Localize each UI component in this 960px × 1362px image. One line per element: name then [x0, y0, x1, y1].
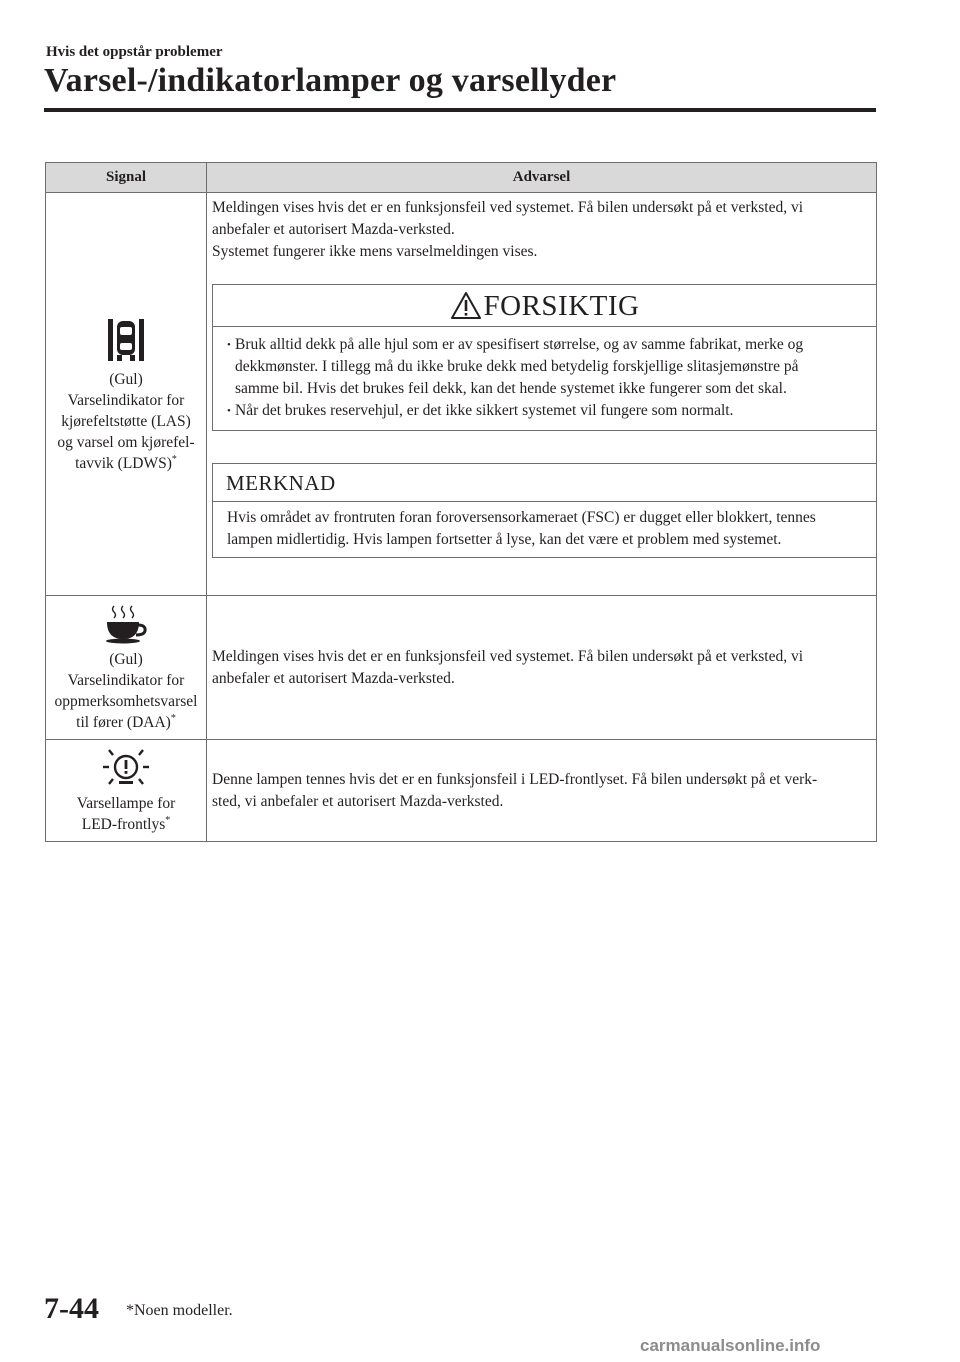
- column-header-signal: Signal: [46, 163, 207, 193]
- warning-cell: [207, 740, 877, 842]
- footnote: *Noen modeller.: [126, 1302, 233, 1319]
- caution-title: FORSIKTIG: [483, 289, 640, 322]
- caution-body: [213, 327, 876, 430]
- signal-label: oppmerksomhetsvarsel: [54, 692, 198, 710]
- signal-label: kjørefeltstøtte (LAS): [61, 412, 191, 430]
- signal-label: Varselindikator for: [67, 391, 185, 409]
- warning-text: Denne lampen tennes hvis det er en funksjonsfeil i LED-frontlyset. Få bilen undersøkt på et verk-: [212, 771, 818, 788]
- warning-cell: [207, 596, 877, 740]
- signal-cell: [46, 596, 207, 740]
- caution-box: [212, 284, 877, 431]
- led-headlight-warning-icon: [101, 747, 151, 789]
- warning-text: anbefaler et autorisert Mazda-verksted.: [212, 221, 455, 238]
- coffee-cup-icon: [103, 603, 149, 645]
- table-header-row: [46, 163, 877, 193]
- signal-label: Varsellampe for: [76, 794, 176, 812]
- warning-text: Meldingen vises hvis det er en funksjonsfeil ved systemet. Få bilen undersøkt på et verksted, vi: [212, 648, 804, 665]
- note-header: [213, 464, 876, 502]
- footnote-asterisk: *: [171, 453, 177, 465]
- lane-assist-icon: [106, 315, 146, 365]
- warning-text: sted, vi anbefaler et autorisert Mazda-verksted.: [212, 793, 504, 810]
- note-title: MERKNAD: [226, 470, 336, 495]
- warning-triangle-icon: [450, 291, 482, 320]
- caution-item: • Når det brukes reservehjul, er det ikke sikkert systemet vil fungere som normalt.: [227, 400, 868, 422]
- page-title: Varsel-/indikatorlamper og varsellyder: [44, 62, 617, 99]
- note-text: Hvis området av frontruten foran foroversensorkameraet (FSC) er dugget eller blokkert, tennes: [227, 509, 816, 526]
- section-label: Hvis det oppstår problemer: [46, 44, 223, 60]
- signal-label: til fører (DAA)*: [76, 712, 176, 731]
- note-body: [213, 502, 876, 557]
- signal-label: (Gul): [109, 370, 143, 388]
- signal-label: (Gul): [109, 650, 143, 668]
- note-box: [212, 463, 877, 558]
- signal-label: og varsel om kjørefel-: [57, 433, 195, 451]
- table-row: [46, 193, 877, 596]
- signal-label: Varselindikator for: [67, 671, 185, 689]
- warning-text: Systemet fungerer ikke mens varselmeldingen vises.: [212, 243, 538, 260]
- warning-text: Meldingen vises hvis det er en funksjonsfeil ved systemet. Få bilen undersøkt på et verksted, vi: [212, 199, 804, 216]
- table-row: [46, 740, 877, 842]
- watermark: carmanualsonline.info: [640, 1336, 821, 1355]
- warning-text: anbefaler et autorisert Mazda-verksted.: [212, 670, 455, 687]
- caution-item: • Bruk alltid dekk på alle hjul som er av spesifisert størrelse, og av samme fabrikat, merke og dekkmønster. I tillegg må du ikke bruke dekk med betydelig forskjellige slitasjemønstre på samme bil. Hvis det brukes feil dekk, kan det hende systemet ikke fungerer som det skal.: [227, 334, 868, 400]
- footnote-asterisk: *: [170, 712, 176, 724]
- caution-header: [213, 285, 876, 327]
- page-number: 7-44: [44, 1292, 99, 1325]
- signal-cell: [46, 193, 207, 596]
- title-rule: [44, 108, 876, 112]
- column-header-warning: Advarsel: [207, 163, 877, 193]
- note-text: lampen midlertidig. Hvis lampen fortsetter å lyse, kan det være et problem med systemet.: [227, 531, 782, 548]
- signal-cell: [46, 740, 207, 842]
- table-row: [46, 596, 877, 740]
- warning-cell: [207, 193, 877, 596]
- signal-label: tavvik (LDWS)*: [75, 453, 177, 472]
- signal-label: LED-frontlys*: [81, 814, 171, 833]
- footnote-asterisk: *: [165, 814, 171, 826]
- warning-table: [45, 162, 877, 842]
